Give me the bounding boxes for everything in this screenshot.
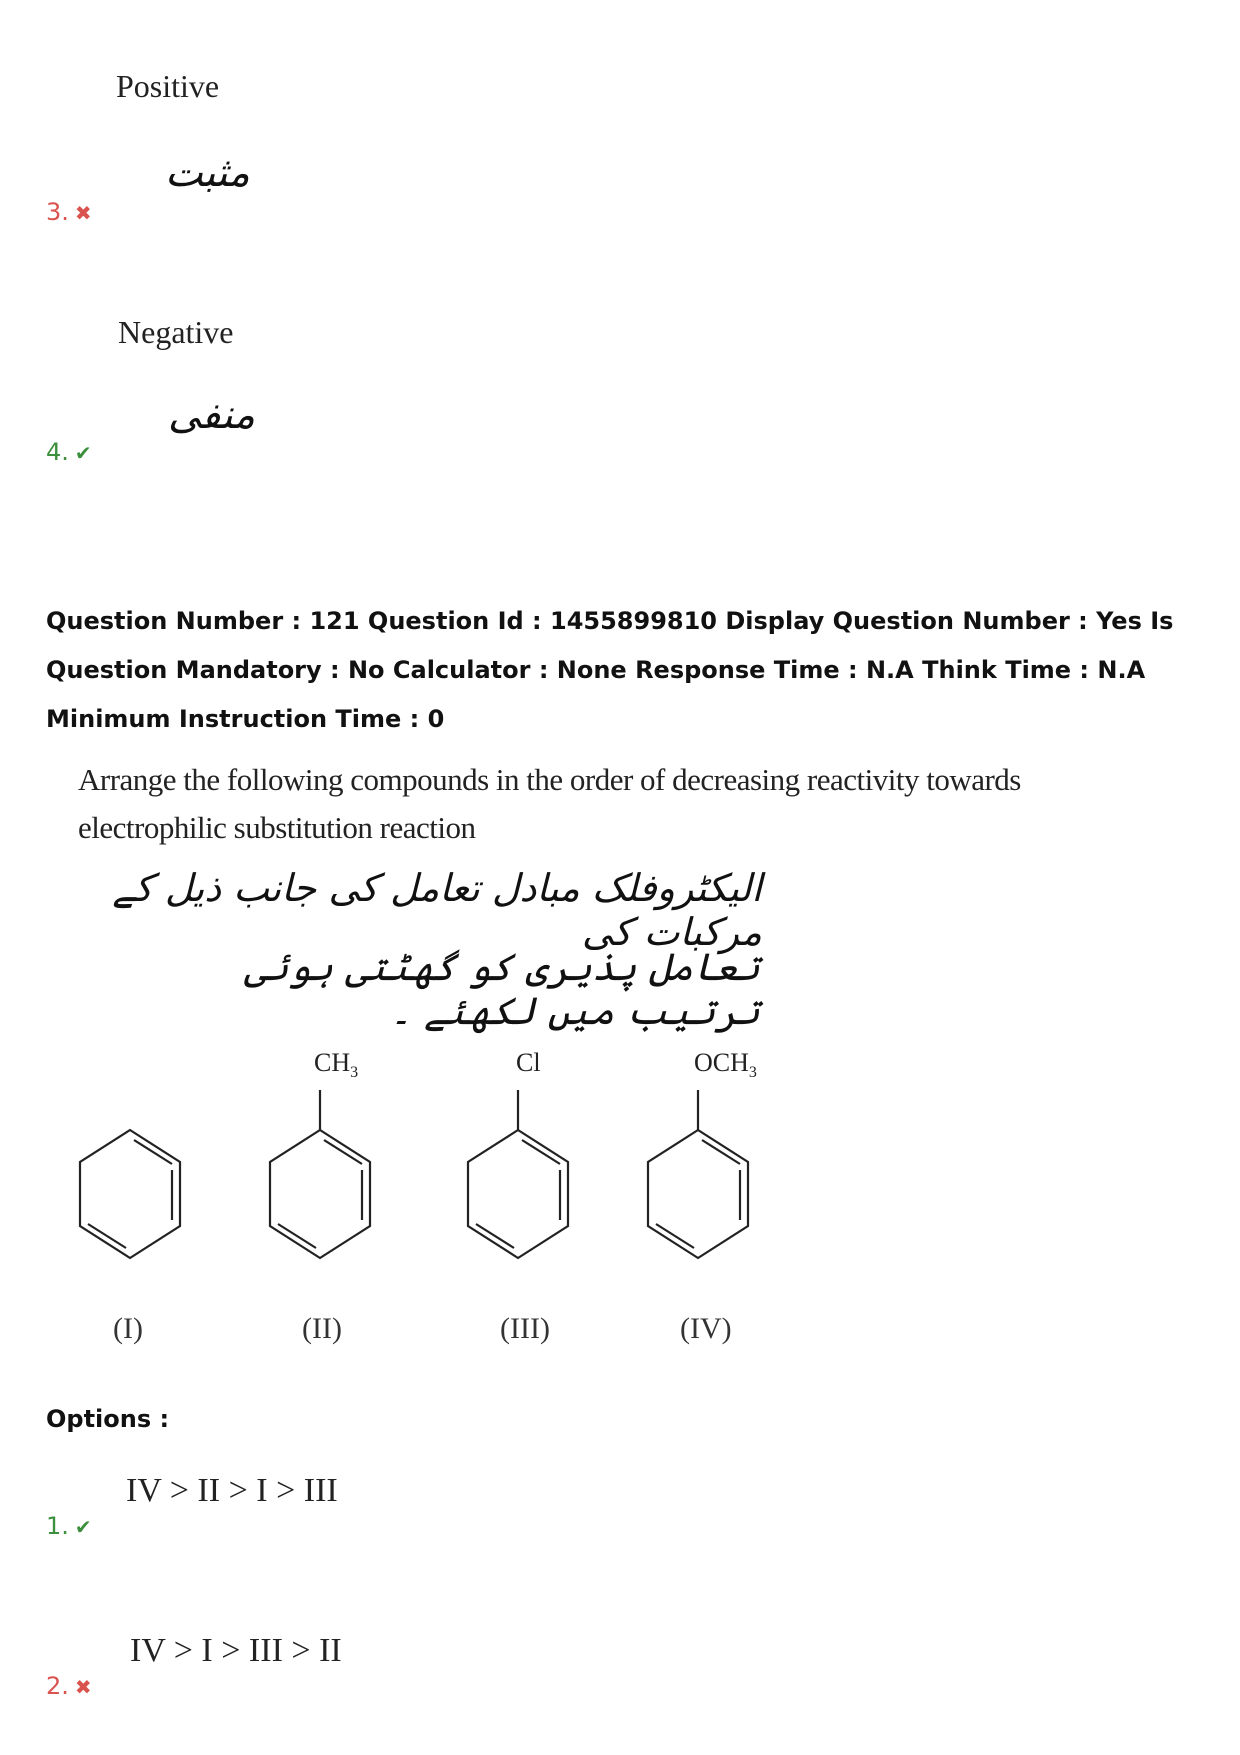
option-1-text: IV > II > I > III xyxy=(126,1472,338,1509)
option-3-english: Positive xyxy=(116,68,220,104)
question-urdu-line-2: تعامل پذیری کو گھٹتی ہوئی ترتیب میں لکھئے ۔ xyxy=(244,945,760,1033)
option-1-number: 1. xyxy=(46,1512,69,1540)
option-3-number: 3. xyxy=(46,198,69,226)
check-icon: ✔ xyxy=(74,441,92,465)
option-4-english: Negative xyxy=(118,314,234,350)
substituent-och3: $OCH_3$ xyxy=(694,1048,757,1082)
option-1-number-row xyxy=(46,1512,92,1540)
option-3-urdu: مثبت xyxy=(165,150,250,196)
compound-label-3: (III) xyxy=(500,1312,550,1345)
compound-label-2: (II) xyxy=(302,1312,342,1345)
option-2-text: IV > I > III > II xyxy=(130,1632,342,1669)
question-english-line-1: Arrange the following compounds in the order of decreasing reactivity towards xyxy=(78,762,1021,797)
question-meta: Question Number : 121 Question Id : 1455899810 Display Question Number : Yes Is Question Mandatory : No Calculator : None Response Time : N.A Think Time : N.A Minimum Instruction Time : 0 xyxy=(46,607,1174,733)
substituent-ch3: $CH_3$ xyxy=(314,1048,359,1082)
cross-icon: ✖ xyxy=(74,201,92,225)
benzene-ring-1 xyxy=(80,1130,180,1258)
cross-icon: ✖ xyxy=(74,1675,92,1699)
compound-label-1: (I) xyxy=(113,1312,143,1345)
option-2-number-row xyxy=(46,1672,92,1700)
benzene-ring-2 xyxy=(270,1090,370,1258)
options-label: Options : xyxy=(46,1405,170,1433)
benzene-ring-3 xyxy=(468,1090,568,1258)
question-urdu-line-1: الیکٹروفلک مبادل تعامل کی جانب ذیل کے مرکبات کی xyxy=(112,866,762,954)
option-2-number: 2. xyxy=(46,1672,69,1700)
option-4-urdu: منفی xyxy=(168,392,256,438)
option-4-number-row xyxy=(46,438,92,466)
option-3-number-row xyxy=(46,198,92,226)
compound-label-4: (IV) xyxy=(680,1312,732,1345)
option-4-number: 4. xyxy=(46,438,69,466)
benzene-structures xyxy=(60,1040,780,1360)
substituent-cl: Cl xyxy=(516,1048,541,1077)
benzene-ring-4 xyxy=(648,1090,748,1258)
check-icon: ✔ xyxy=(74,1515,92,1539)
question-english-line-2: electrophilic substitution reaction xyxy=(78,810,476,845)
